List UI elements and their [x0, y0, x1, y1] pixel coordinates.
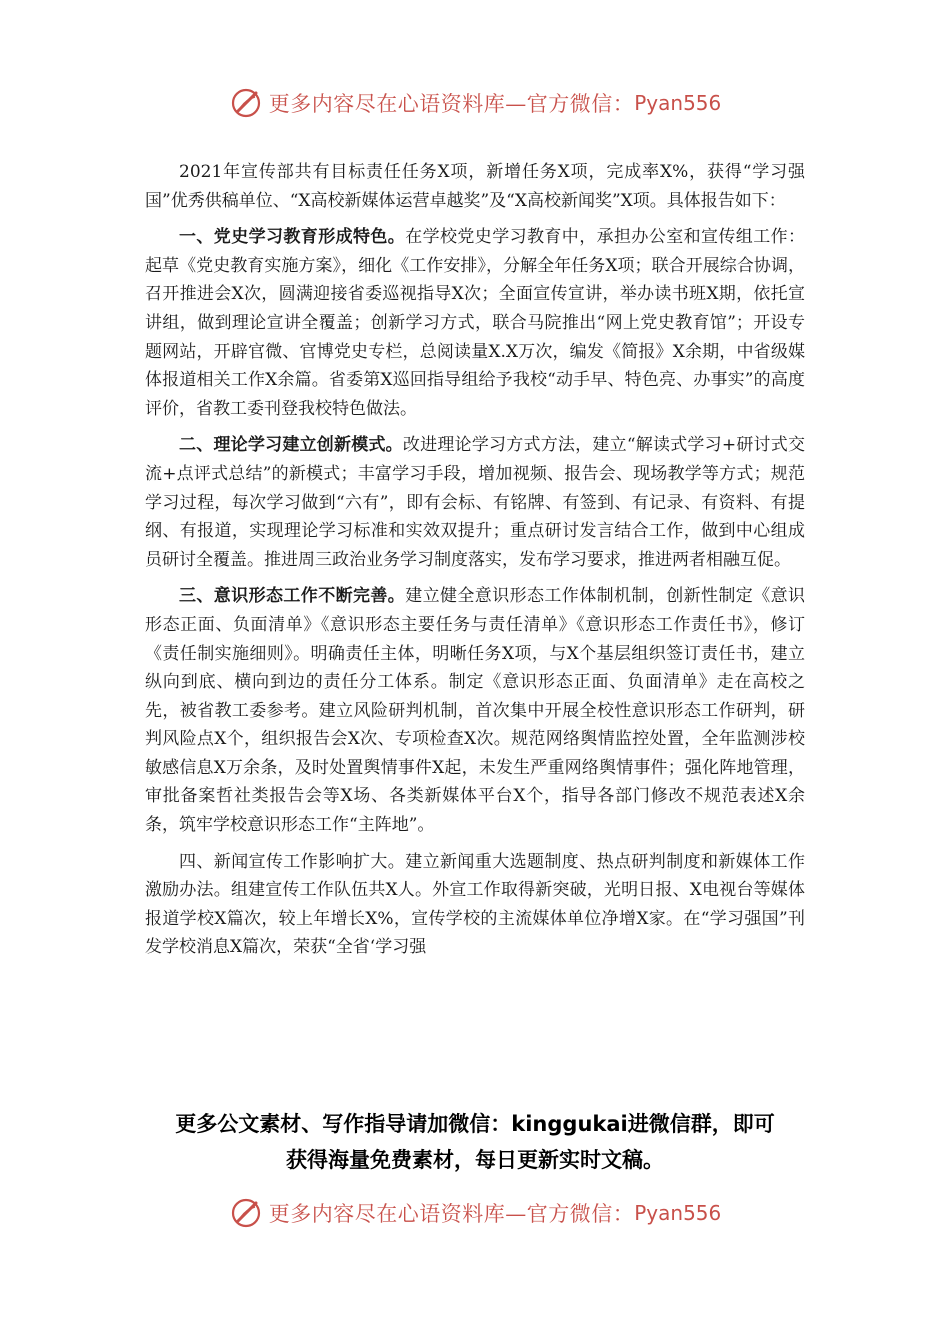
paragraph-section-2 — [145, 431, 805, 574]
paragraph-text: 四、新闻宣传工作影响扩大。建立新闻重大选题制度、热点研判制度和新媒体工作激励办法。组建宣传工作队伍共X人。外宣工作取得新突破，光明日报、X电视台等媒体报道学校X篇次，较上年增长X%，宣传学校的主流媒体单位净增X家。在“学习强国”刊发学校消息X篇次，荣获“全省‘学习强 — [145, 851, 805, 958]
paragraph-text: 2021年宣传部共有目标责任任务X项，新增任务X项，完成率X%，获得“学习强国”优秀供稿单位、“X高校新媒体运营卓越奖”及“X高校新闻奖”X项。具体报告如下： — [145, 162, 805, 211]
header-banner — [0, 78, 950, 128]
paragraph-text: 在学校党史学习教育中，承担办公室和宣传组工作：起草《党史教育实施方案》，细化《工作安排》，分解全年任务X项；联合开展综合协调，召开推进会X次，圆满迎接省委巡视指导X次；全面宣传宣讲，举办读书班X期，依托宣讲组，做到理论宣讲全覆盖；创新学习方式，联合马院推出“网上党史教育馆”；开设专题网站，开辟官微、官博党史专栏，总阅读量X.X万次，编发《简报》X余期，中省级媒体报道相关工作X余篇。省委第X巡回指导组给予我校“动手早、特色亮、办事实”的高度评价，省教工委刊登我校特色做法。 — [145, 227, 806, 419]
section-heading: 三、意识形态工作不断完善。 — [179, 586, 406, 607]
section-heading: 二、理论学习建立创新模式。 — [179, 435, 403, 456]
banner-text: 更多内容尽在心语资料库—官方微信： — [268, 92, 635, 116]
banner-wechat-id: Pyan556 — [634, 1201, 722, 1225]
banner-wechat-id: Pyan556 — [634, 91, 722, 115]
pen-logo-icon — [229, 1195, 265, 1231]
paragraph-section-4 — [145, 848, 805, 962]
promo-line-2: 获得海量免费素材，每日更新实时文稿。 — [286, 1148, 664, 1172]
footer-banner — [0, 1188, 950, 1238]
paragraph-section-3 — [145, 582, 805, 839]
promo-line-1: 更多公文素材、写作指导请加微信：kinggukai进微信群，即可 — [175, 1112, 775, 1136]
section-heading: 一、党史学习教育形成特色。 — [179, 227, 406, 248]
paragraph-intro — [145, 158, 805, 215]
paragraph-section-1 — [145, 223, 805, 423]
paragraph-text: 改进理论学习方式方法，建立“解读式学习+研讨式交流+点评式总结”的新模式；丰富学习手段，增加视频、报告会、现场教学等方式；规范学习过程，每次学习做到“六有”，即有会标、有铭牌、有签到、有记录、有资料、有提纲、有报道，实现理论学习标准和实效双提升；重点研讨发言结合工作，做到中心组成员研讨全覆盖。推进周三政治业务学习制度落实，发布学习要求，推进两者相融互促。 — [145, 435, 806, 570]
pen-logo-icon — [229, 85, 265, 121]
report-body — [145, 158, 805, 970]
banner-text: 更多内容尽在心语资料库—官方微信： — [268, 1202, 635, 1226]
promo-notice — [120, 1106, 830, 1178]
paragraph-text: 建立健全意识形态工作体制机制，创新性制定《意识形态正面、负面清单》《意识形态主要任务与责任清单》《意识形态工作责任书》，修订《责任制实施细则》。明确责任主体，明晰任务X项，与X个基层组织签订责任书，建立纵向到底、横向到边的责任分工体系。制定《意识形态正面、负面清单》走在高校之先，被省教工委参考。建立风险研判机制，首次集中开展全校性意识形态工作研判，研判风险点X个，组织报告会X次、专项检查X次。规范网络舆情监控处置，全年监测涉校敏感信息X万余条，及时处置舆情事件X起，未发生严重网络舆情事件；强化阵地管理，审批备案哲社类报告会等X场、各类新媒体平台X个，指导各部门修改不规范表述X余条，筑牢学校意识形态工作“主阵地”。 — [145, 586, 806, 836]
